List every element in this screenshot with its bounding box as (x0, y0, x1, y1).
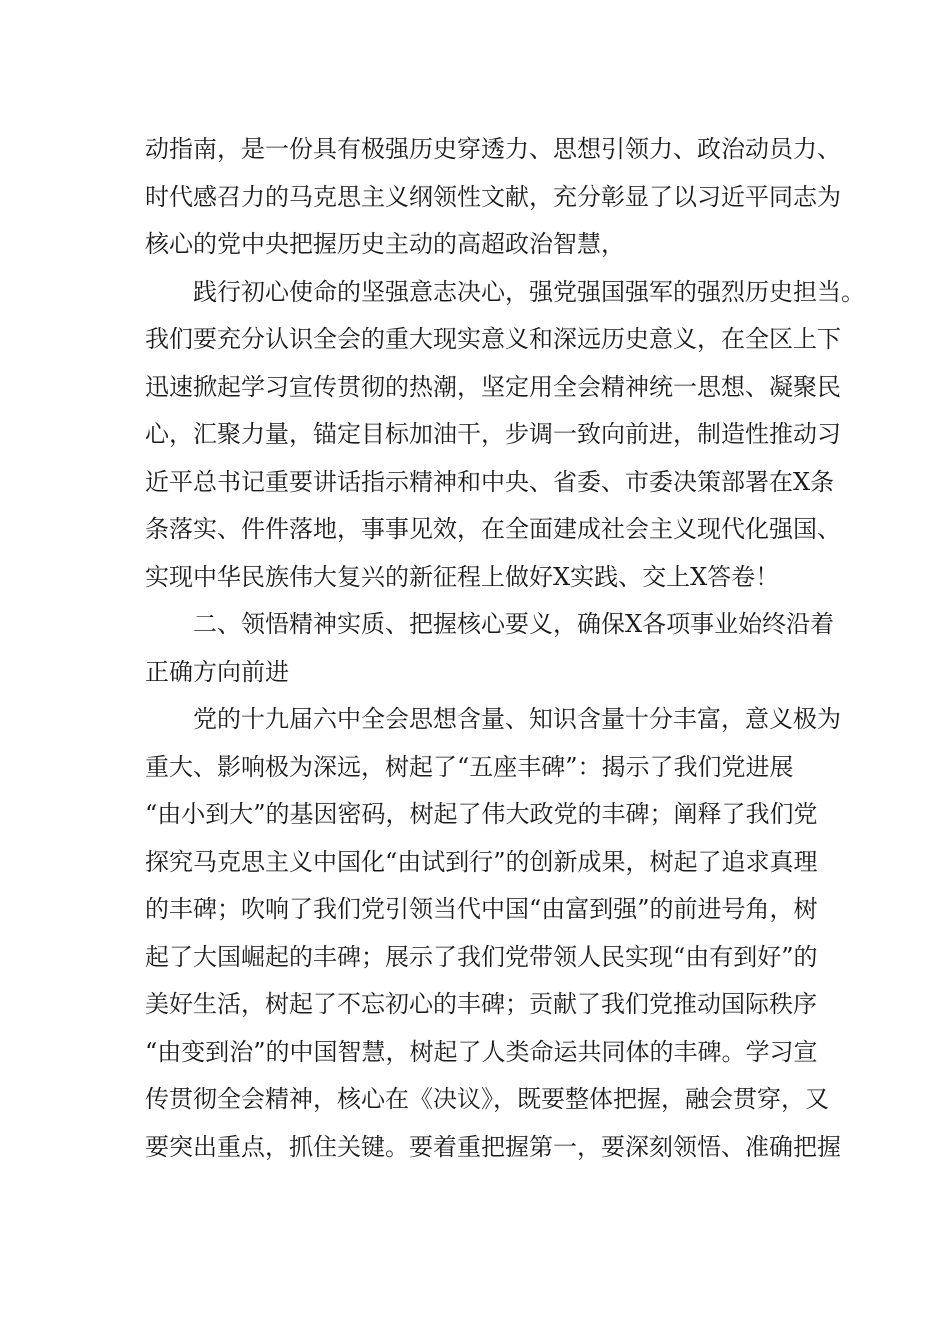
text-line: 动指南，是一份具有极强历史穿透力、思想引领力、政治动员力、 (145, 135, 841, 163)
text-line: 我们要充分认识全会的重大现实意义和深远历史意义，在全区上下 (145, 325, 841, 353)
text-line: 条落实、件件落地，事事见效，在全面建成社会主义现代化强国、 (145, 515, 841, 543)
text-line: 起了大国崛起的丰碑；展示了我们党带领人民实现“由有到好”的 (145, 942, 818, 971)
text-line: “由小到大”的基因密码，树起了伟大政党的丰碑；阐释了我们党 (145, 800, 818, 828)
text-line: 要突出重点，抓住关键。要着重把握第一，要深刻领悟、准确把握 (145, 1132, 841, 1161)
text-line: 核心的党中央把握历史主动的高超政治智慧， (145, 230, 625, 258)
text-line: 实现中华民族伟大复兴的新征程上做好X实践、交上X答卷！ (145, 562, 780, 591)
paragraph-first-line: 践行初心使命的坚强意志决心，强党强国强军的强烈历史担当。 (193, 277, 865, 306)
text-line: 时代感召力的马克思主义纲领性文献，充分彰显了以习近平同志为 (145, 182, 841, 211)
paragraph-first-line: 党的十九届六中全会思想含量、知识含量十分丰富，意义极为 (193, 705, 841, 733)
text-line: 心，汇聚力量，锚定目标加油干，步调一致向前进，制造性推动习 (145, 420, 841, 448)
text-line: 探究马克思主义中国化“由试到行”的创新成果，树起了追求真理 (145, 847, 818, 876)
section-heading: 二、领悟精神实质、把握核心要义，确保X各项事业始终沿着 (193, 610, 835, 638)
text-line: 的丰碑；吹响了我们党引领当代中国“由富到强”的前进号角，树 (145, 895, 818, 923)
text-line: 近平总书记重要讲话指示精神和中央、省委、市委决策部署在X条 (145, 467, 835, 496)
text-line: 美好生活，树起了不忘初心的丰碑；贡献了我们党推动国际秩序 (145, 990, 817, 1018)
section-heading-continued: 正确方向前进 (145, 657, 289, 686)
text-line: 传贯彻全会精神，核心在《决议》，既要整体把握，融会贯穿，又 (145, 1085, 829, 1113)
text-line: “由变到治”的中国智慧，树起了人类命运共同体的丰碑。学习宣 (145, 1037, 818, 1066)
text-line: 重大、影响极为深远，树起了“五座丰碑”：揭示了我们党进展 (145, 752, 794, 781)
document-body (145, 126, 865, 1171)
text-line: 迅速掀起学习宣传贯彻的热潮，坚定用全会精神统一思想、凝聚民 (145, 372, 841, 401)
